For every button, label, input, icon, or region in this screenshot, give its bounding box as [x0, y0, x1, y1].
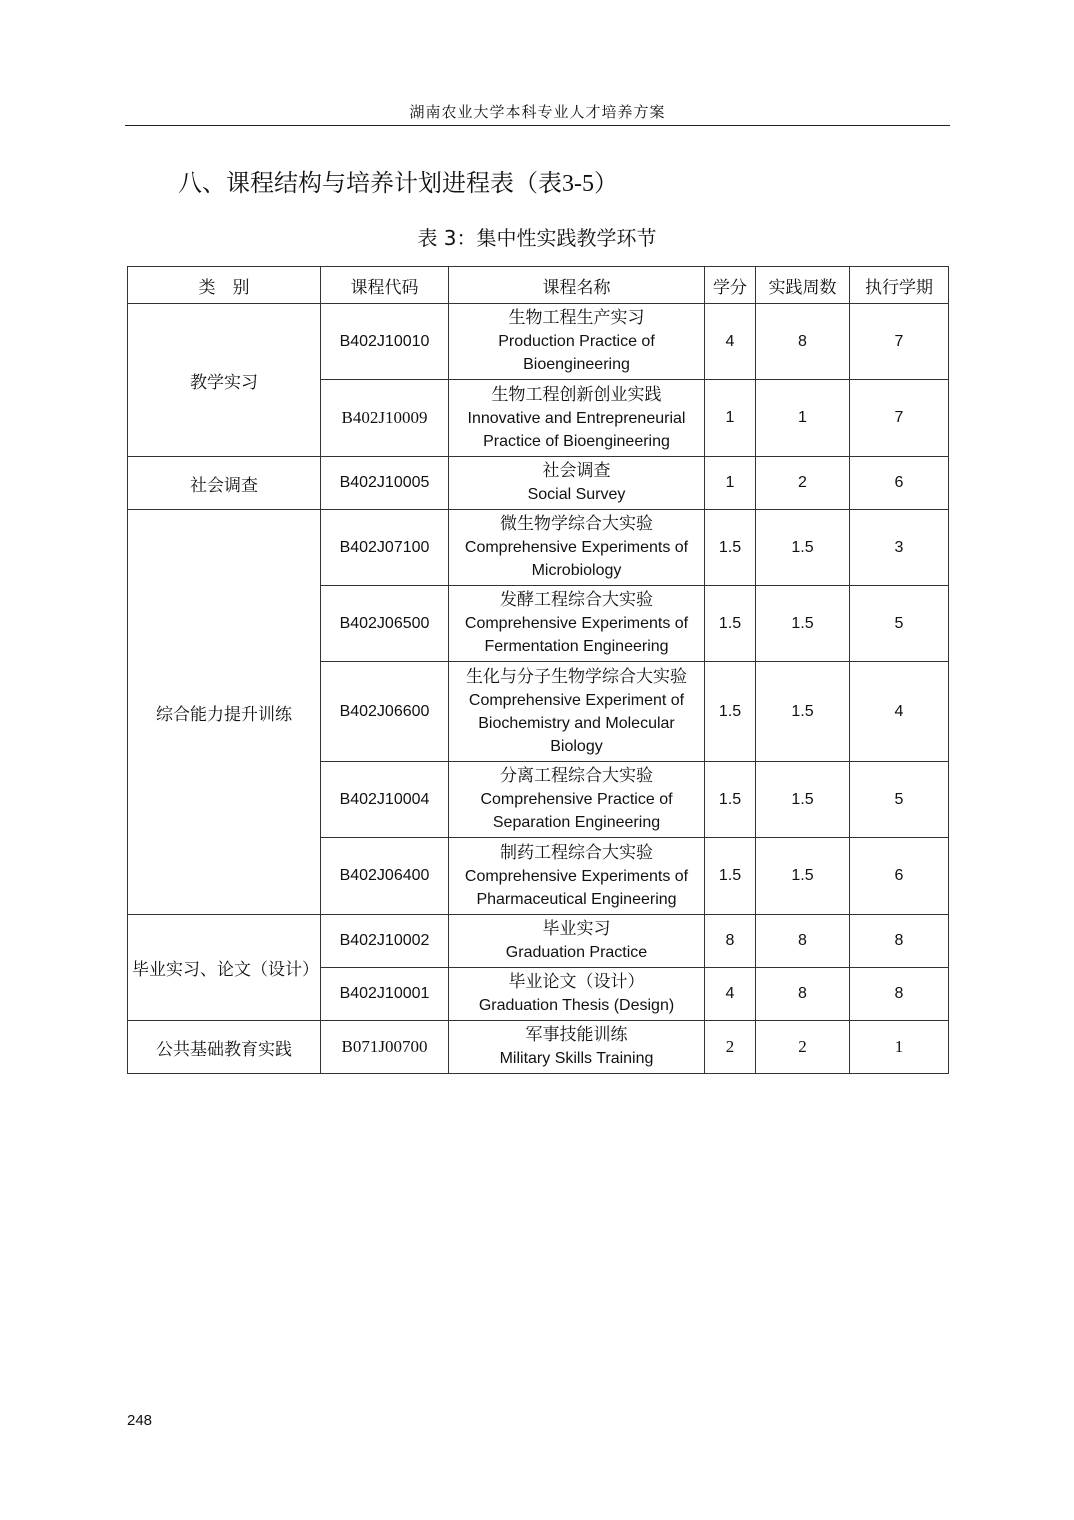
- course-name-zh: 军事技能训练: [525, 1025, 628, 1045]
- credits: 1.5: [705, 510, 756, 586]
- semester: 5: [850, 762, 949, 838]
- course-name-en: Production Practice of Bioengineering: [498, 333, 655, 373]
- course-name: [449, 510, 705, 586]
- col-header-semester: 执行学期: [850, 267, 949, 304]
- semester: 7: [850, 304, 949, 380]
- course-name-zh: 发酵工程综合大实验: [500, 590, 653, 610]
- semester: 8: [850, 915, 949, 968]
- credits: 1.5: [705, 762, 756, 838]
- practice-weeks: 8: [756, 915, 850, 968]
- category-cell: 社会调查: [128, 457, 321, 510]
- course-name: [449, 915, 705, 968]
- practice-weeks: 2: [756, 457, 850, 510]
- course-name: [449, 838, 705, 915]
- practice-weeks: 1.5: [756, 510, 850, 586]
- section-heading: [178, 166, 618, 201]
- course-name-en: Comprehensive Practice of Separation Engineering: [480, 791, 673, 831]
- course-name-zh: 社会调查: [542, 461, 611, 481]
- course-name-en: Comprehensive Experiments of Microbiology: [464, 539, 689, 579]
- category-cell: 毕业实习、论文（设计）: [128, 915, 321, 1021]
- practice-weeks: 1.5: [756, 586, 850, 662]
- credits: 4: [705, 968, 756, 1021]
- course-name: [449, 457, 705, 510]
- semester: 6: [850, 838, 949, 915]
- course-name-zh: 制药工程综合大实验: [500, 842, 653, 863]
- course-name: [449, 1021, 705, 1074]
- practice-weeks: 8: [756, 968, 850, 1021]
- credits: 1.5: [705, 662, 756, 762]
- running-header: 湖南农业大学本科专业人才培养方案: [409, 103, 666, 121]
- semester: 3: [850, 510, 949, 586]
- credits: 1.5: [705, 586, 756, 662]
- course-name: [449, 662, 705, 762]
- practice-weeks: 1.5: [756, 762, 850, 838]
- course-code: B402J06400: [321, 838, 449, 915]
- col-header-weeks: 实践周数: [756, 267, 850, 304]
- practice-weeks: 1: [756, 380, 850, 457]
- table-row: [128, 510, 949, 586]
- col-header-credits: 学分: [705, 267, 756, 304]
- col-header-category: 类 别: [128, 267, 321, 304]
- course-name-zh: 生物工程创新创业实践: [491, 384, 662, 405]
- course-name-en: Social Survey: [527, 486, 626, 503]
- credits: 8: [705, 915, 756, 968]
- practice-weeks: 1.5: [756, 838, 850, 915]
- course-name: [449, 968, 705, 1021]
- course-name-en: Comprehensive Experiments of Pharmaceutical Engineering: [464, 867, 689, 908]
- section-heading-number: 3-5: [562, 171, 594, 197]
- course-name-en: Innovative and Entrepreneurial Practice of Bioengineering: [467, 409, 686, 450]
- semester: 6: [850, 457, 949, 510]
- table-header-row: [128, 267, 949, 304]
- course-name: [449, 304, 705, 380]
- course-code: B402J06500: [321, 586, 449, 662]
- semester: 5: [850, 586, 949, 662]
- semester: 8: [850, 968, 949, 1021]
- section-heading-prefix: 八、课程结构与培养计划进程表（表: [178, 169, 562, 197]
- course-code: B402J10002: [321, 915, 449, 968]
- course-code: B402J10005: [321, 457, 449, 510]
- table-row: [128, 1021, 949, 1074]
- practice-weeks: 2: [756, 1021, 850, 1074]
- col-header-code: 课程代码: [321, 267, 449, 304]
- category-cell: 综合能力提升训练: [128, 510, 321, 915]
- table-row: [128, 915, 949, 968]
- course-name-zh: 生物工程生产实习: [508, 308, 645, 328]
- category-cell: 公共基础教育实践: [128, 1021, 321, 1074]
- course-name: [449, 586, 705, 662]
- course-code: B402J10001: [321, 968, 449, 1021]
- course-name-zh: 分离工程综合大实验: [500, 766, 653, 786]
- semester: 1: [850, 1021, 949, 1074]
- col-header-name: 课程名称: [449, 267, 705, 304]
- course-code: B402J10004: [321, 762, 449, 838]
- credits: 1: [705, 380, 756, 457]
- category-cell: 教学实习: [128, 304, 321, 457]
- course-name-en: Graduation Thesis (Design): [478, 997, 675, 1014]
- credits: 2: [705, 1021, 756, 1074]
- credits: 1: [705, 457, 756, 510]
- practice-table: [127, 266, 949, 1074]
- course-code: B402J06600: [321, 662, 449, 762]
- semester: 4: [850, 662, 949, 762]
- course-name: [449, 380, 705, 457]
- header-rule: [125, 125, 950, 126]
- table-row: [128, 304, 949, 380]
- course-code: B402J10009: [321, 380, 449, 457]
- credits: 1.5: [705, 838, 756, 915]
- practice-weeks: 8: [756, 304, 850, 380]
- section-heading-suffix: ）: [594, 169, 618, 197]
- course-code: B071J00700: [321, 1021, 449, 1074]
- course-name-en: Comprehensive Experiments of Fermentation Engineering: [464, 615, 689, 655]
- course-name-zh: 毕业论文（设计）: [508, 972, 645, 992]
- page-number: 248: [127, 1412, 153, 1429]
- course-name-en: Graduation Practice: [505, 944, 648, 961]
- course-name-en: Comprehensive Experiment of Biochemistry and Molecular Biology: [468, 691, 685, 755]
- table-caption: 表 3：集中性实践教学环节: [417, 226, 657, 250]
- course-name-zh: 微生物学综合大实验: [500, 514, 653, 534]
- practice-weeks: 1.5: [756, 662, 850, 762]
- course-code: B402J10010: [321, 304, 449, 380]
- course-name-en: Military Skills Training: [499, 1050, 654, 1067]
- table-row: [128, 457, 949, 510]
- course-name-zh: 生化与分子生物学综合大实验: [466, 666, 687, 687]
- credits: 4: [705, 304, 756, 380]
- course-code: B402J07100: [321, 510, 449, 586]
- semester: 7: [850, 380, 949, 457]
- course-name-zh: 毕业实习: [542, 919, 611, 939]
- course-name: [449, 762, 705, 838]
